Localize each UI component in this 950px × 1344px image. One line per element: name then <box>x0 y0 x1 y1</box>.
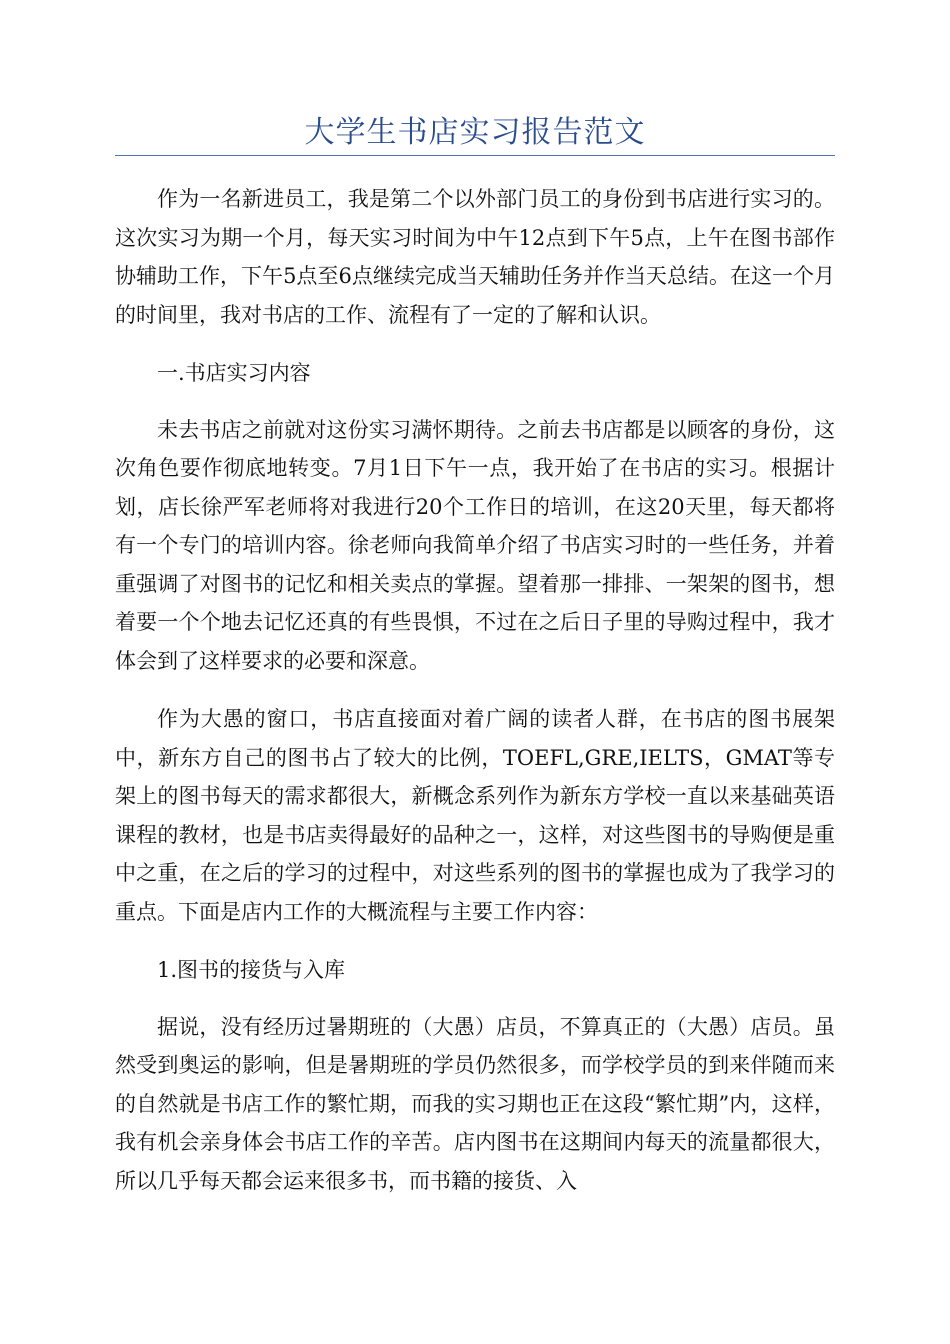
document-body <box>115 180 835 1220</box>
title-underline <box>115 155 835 156</box>
section-heading-receiving: 1.图书的接货与入库 <box>157 958 346 982</box>
document-title: 大学生书店实习报告范文 <box>304 115 646 150</box>
paragraph-summer-busy: 据说，没有经历过暑期班的（大愚）店员，不算真正的（大愚）店员。虽然受到奥运的影响，但是暑期班的学员仍然很多，而学校学员的到来伴随而来的自然就是书店工作的繁忙期，而我的实习期也正在这段“繁忙期”内，这样，我有机会亲身体会书店工作的辛苦。店内图书在这期间内每天的流量都很大，所以几乎每天都会运来很多书，而书籍的接货、入 <box>115 1014 835 1193</box>
paragraph-bookstore-window: 作为大愚的窗口，书店直接面对着广阔的读者人群，在书店的图书展架中，新东方自己的图书占了较大的比例，TOEFL,GRE,IELTS，GMAT等专架上的图书每天的需求都很大，新概念系列作为新东方学校一直以来基础英语课程的教材，也是书店卖得最好的品种之一，这样，对这些图书的导购便是重中之重，在之后的学习的过程中，对这些系列的图书的掌握也成为了我学习的重点。下面是店内工作的大概流程与主要工作内容： <box>115 707 835 924</box>
paragraph-expectations: 未去书店之前就对这份实习满怀期待。之前去书店都是以顾客的身份，这次角色要作彻底地转变。7月1日下午一点，我开始了在书店的实习。根据计划，店长徐严军老师将对我进行20个工作日的培训，在这20天里，每天都将有一个专门的培训内容。徐老师向我简单介绍了书店实习时的一些任务，并着重强调了对图书的记忆和相关卖点的掌握。望着那一排排、一架架的图书，想着要一个个地去记忆还真的有些畏惧，不过在之后日子里的导购过程中，我才体会到了这样要求的必要和深意。 <box>115 417 835 673</box>
paragraph-intro: 作为一名新进员工，我是第二个以外部门员工的身份到书店进行实习的。这次实习为期一个月，每天实习时间为中午12点到下午5点，上午在图书部作协辅助工作，下午5点至6点继续完成当天辅助任务并作当天总结。在这一个月的时间里，我对书店的工作、流程有了一定的了解和认识。 <box>115 187 835 327</box>
section-heading-internship-content: 一.书店实习内容 <box>157 361 311 385</box>
